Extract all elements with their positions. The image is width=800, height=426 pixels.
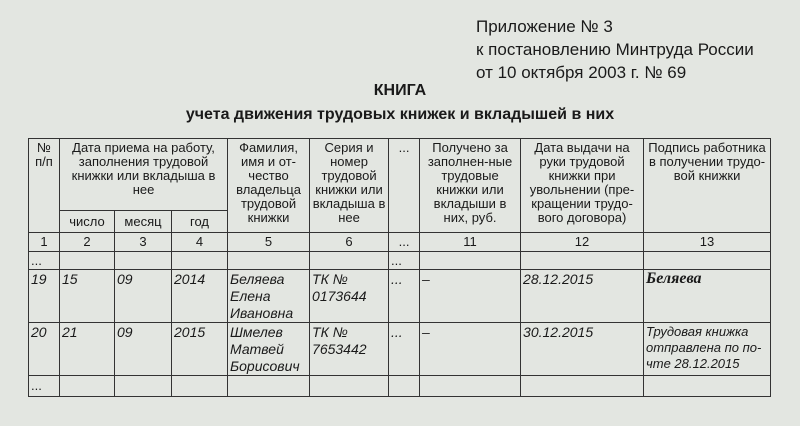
col-number: 2: [60, 233, 115, 252]
row-signature: Трудовая книжка отправлена по по-чте 28.12.2015: [644, 323, 771, 376]
appendix-line-2: к постановлению Минтруда России: [476, 40, 754, 59]
row-day: 15: [60, 270, 115, 323]
ellipsis-row: [29, 376, 771, 397]
row-issue-date: 28.12.2015: [521, 270, 644, 323]
row-dots: ...: [389, 270, 420, 323]
row-dots: ...: [389, 323, 420, 376]
appendix-line-3: от 10 октября 2003 г. № 69: [476, 63, 687, 82]
document-title: КНИГА: [373, 82, 427, 99]
signature-text: Беляева: [646, 270, 702, 287]
row-series: ТК № 7653442: [310, 323, 389, 376]
column-number-row: [29, 233, 771, 252]
col-number: 4: [172, 233, 228, 252]
appendix-header: [476, 15, 754, 84]
row-series: ТК № 0173644: [310, 270, 389, 323]
header-year: год: [172, 211, 228, 233]
header-month: месяц: [115, 211, 172, 233]
row-month: 09: [115, 323, 172, 376]
row-num: 19: [29, 270, 60, 323]
ellipsis-row: [29, 252, 771, 270]
header-day: число: [60, 211, 115, 233]
row-issue-date: 30.12.2015: [521, 323, 644, 376]
row-fio: Шмелев Матвей Борисович: [228, 323, 310, 376]
table-row: [29, 323, 771, 376]
col-number: 6: [310, 233, 389, 252]
col-number: 13: [644, 233, 771, 252]
header-num: № п/п: [29, 139, 60, 233]
table-row: [29, 270, 771, 323]
row-day: 21: [60, 323, 115, 376]
header-received: Получено за заполнен-ные трудовые книжки или вкладыши в них, руб.: [420, 139, 521, 233]
col-number: 12: [521, 233, 644, 252]
header-series: Серия и номер трудовой книжки или вкладыша в нее: [310, 139, 389, 233]
row-signature: [644, 270, 771, 323]
header-issue-date: Дата выдачи на руки трудовой книжки при увольнении (пре-кращении трудо-вого договора): [521, 139, 644, 233]
ellipsis-cell: ...: [29, 252, 60, 270]
row-received: –: [420, 323, 521, 376]
header-dots: ...: [389, 139, 420, 233]
row-received: –: [420, 270, 521, 323]
header-fio: Фамилия, имя и от-чество владельца трудовой книжки: [228, 139, 310, 233]
col-number: 11: [420, 233, 521, 252]
ellipsis-cell: ...: [389, 252, 420, 270]
header-date-group: Дата приема на работу, заполнения трудовой книжки или вкладыша в нее: [60, 139, 228, 211]
col-number: 1: [29, 233, 60, 252]
col-number: 3: [115, 233, 172, 252]
header-signature: Подпись работника в получении трудо-вой книжки: [644, 139, 771, 233]
ellipsis-cell: ...: [29, 376, 60, 397]
col-number: 5: [228, 233, 310, 252]
row-fio: Беляева Елена Ивановна: [228, 270, 310, 323]
appendix-line-1: Приложение № 3: [476, 17, 613, 36]
col-number: ...: [389, 233, 420, 252]
document-subtitle: учета движения трудовых книжек и вкладышей в них: [185, 106, 615, 123]
row-month: 09: [115, 270, 172, 323]
row-year: 2015: [172, 323, 228, 376]
row-year: 2014: [172, 270, 228, 323]
row-num: 20: [29, 323, 60, 376]
record-book-table: [28, 138, 771, 397]
